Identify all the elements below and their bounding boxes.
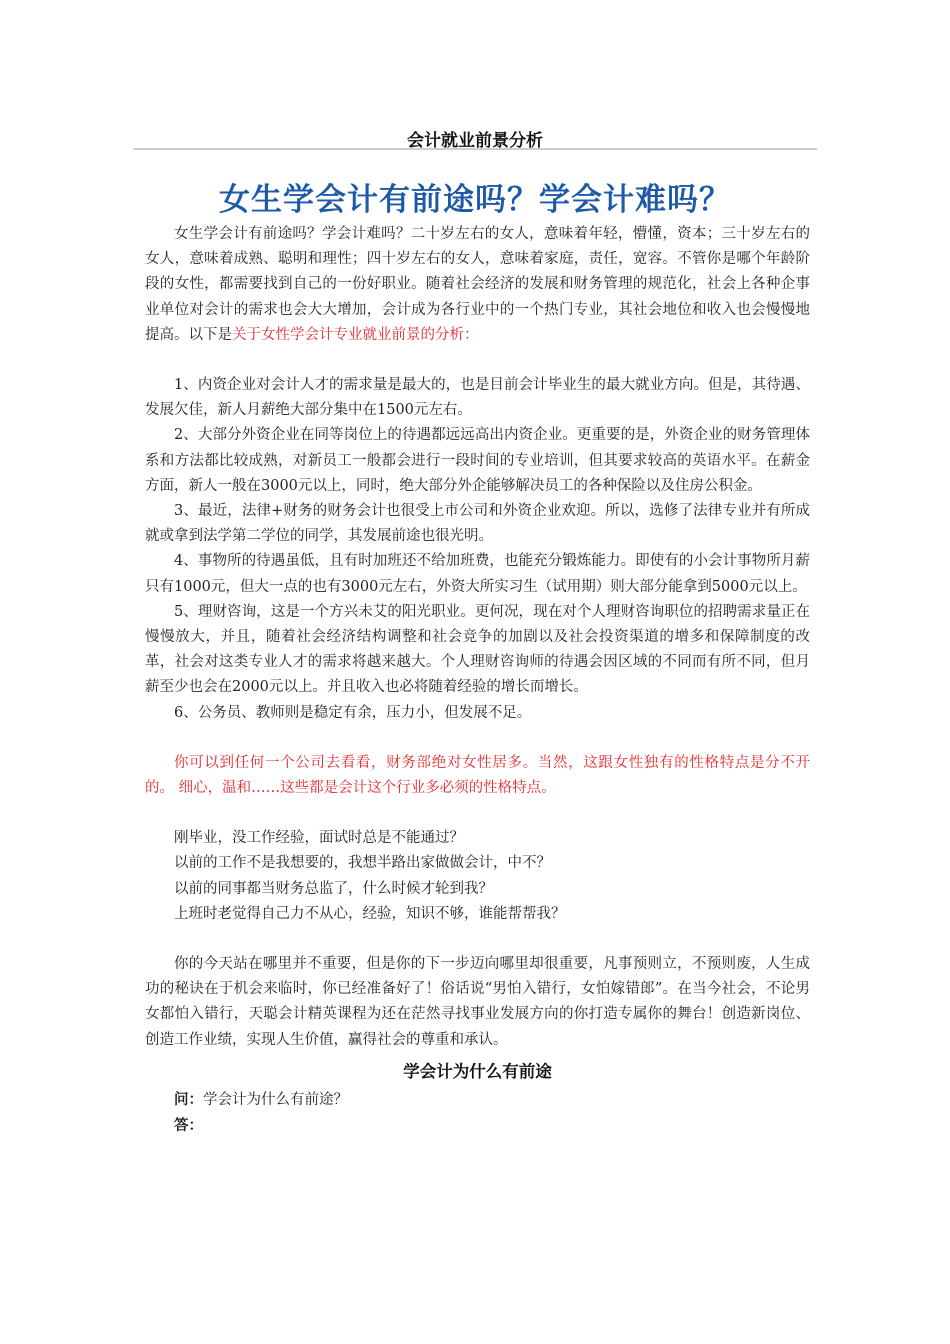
question-2: 以前的工作不是我想要的，我想半路出家做做会计，中不？ [174, 855, 551, 872]
header-title: 会计就业前景分析 [407, 131, 543, 151]
question-3: 以前的同事都当财务总监了，什么时候才轮到我？ [174, 880, 493, 897]
point-3: 3、最近，法律+财务的财务会计也很受上市公司和外资企业欢迎。所以，选修了法律专业并有所成就或拿到法学第二学位的同学，其发展前途也很光明。 [145, 503, 810, 545]
point-1: 1、内资企业对会计人才的需求量是最大的，也是目前会计毕业生的最大就业方向。但是，其待遇、发展欠佳，新人月薪绝大部分集中在1500元左右。 [145, 377, 810, 419]
point-6: 6、公务员、教师则是稳定有余，压力小，但发展不足。 [174, 704, 532, 721]
answer-label: 答： [174, 1117, 203, 1135]
intro-paragraph [145, 222, 810, 348]
header-divider [133, 148, 817, 150]
qa-question [145, 1087, 810, 1113]
intro-text: 女生学会计有前途吗？学会计难吗？二十岁左右的女人，意味着年轻，懵懂，资本；三十岁左右的女人，意味着成熟、聪明和理性；四十岁左右的女人，意味着家庭，责任，宽容。不管你是哪个年龄阶段的女性，都需要找到自己的一份好职业。随着社会经济的发展和财务管理的规范化，社会上各种企事业单位对会计的需求也会大大增加，会计成为各行业中的一个热门专业，其社会地位和收入也会慢慢地提高。以下是 [145, 226, 810, 343]
article-body [145, 222, 810, 1139]
highlight-paragraph: 你可以到任何一个公司去看看，财务部绝对女性居多。当然，这跟女性独有的性格特点是分不开的。 细心，温和……这些都是会计这个行业多必须的性格特点。 [145, 754, 810, 797]
intro-highlight: 关于女性学会计专业就业前景的分析： [232, 326, 479, 343]
point-2: 2、大部分外资企业在同等岗位上的待遇都远远高出内资企业。更重要的是，外资企业的财务管理体系和方法都比较成熟，对新员工一般都会进行一段时间的专业培训，但其要求较高的英语水平。在薪金方面，新人一般在3000元以上，同时，绝大部分外企能够解决员工的各种保险以及住房公积金。 [145, 427, 810, 494]
closing-paragraph: 你的今天站在哪里并不重要，但是你的下一步迈向哪里却很重要，凡事预则立，不预则废，人生成功的秘诀在于机会来临时，你已经准备好了！俗话说“男怕入错行，女怕嫁错郎”。在当今社会，不论男女都怕入错行，天聪会计精英课程为还在茫然寻找事业发展方向的你打造专属你的舞台！创造新岗位、创造工作业绩，实现人生价值，赢得社会的尊重和承认。 [145, 956, 810, 1048]
question-label: 问： [174, 1090, 203, 1108]
question-text: 学会计为什么有前途？ [203, 1091, 348, 1108]
point-4: 4、事物所的待遇虽低，且有时加班还不给加班费，也能充分锻炼能力。即使有的小会计事物所月薪只有1000元，但大一点的也有3000元左右，外资大所实习生（试用期）则大部分能拿到5000元以上。 [145, 553, 810, 595]
section-title: 学会计为什么有前途 [403, 1061, 552, 1081]
question-4: 上班时老觉得自己力不从心，经验，知识不够，谁能帮帮我？ [174, 905, 566, 922]
point-5: 5、理财咨询，这是一个方兴未艾的阳光职业。更何况，现在对个人理财咨询职位的招聘需求量正在慢慢放大，并且，随着社会经济结构调整和社会竞争的加剧以及社会投资渠道的增多和保障制度的改革，社会对这类专业人才的需求将越来越大。个人理财咨询师的待遇会因区域的不同而有所不同，但月薪至少也会在2000元以上。并且收入也必将随着经验的增长而增长。 [145, 603, 810, 696]
article-title: 女生学会计有前途吗？学会计难吗？ [219, 182, 731, 218]
qa-answer [145, 1113, 810, 1139]
question-1: 刚毕业，没工作经验，面试时总是不能通过？ [174, 830, 464, 847]
